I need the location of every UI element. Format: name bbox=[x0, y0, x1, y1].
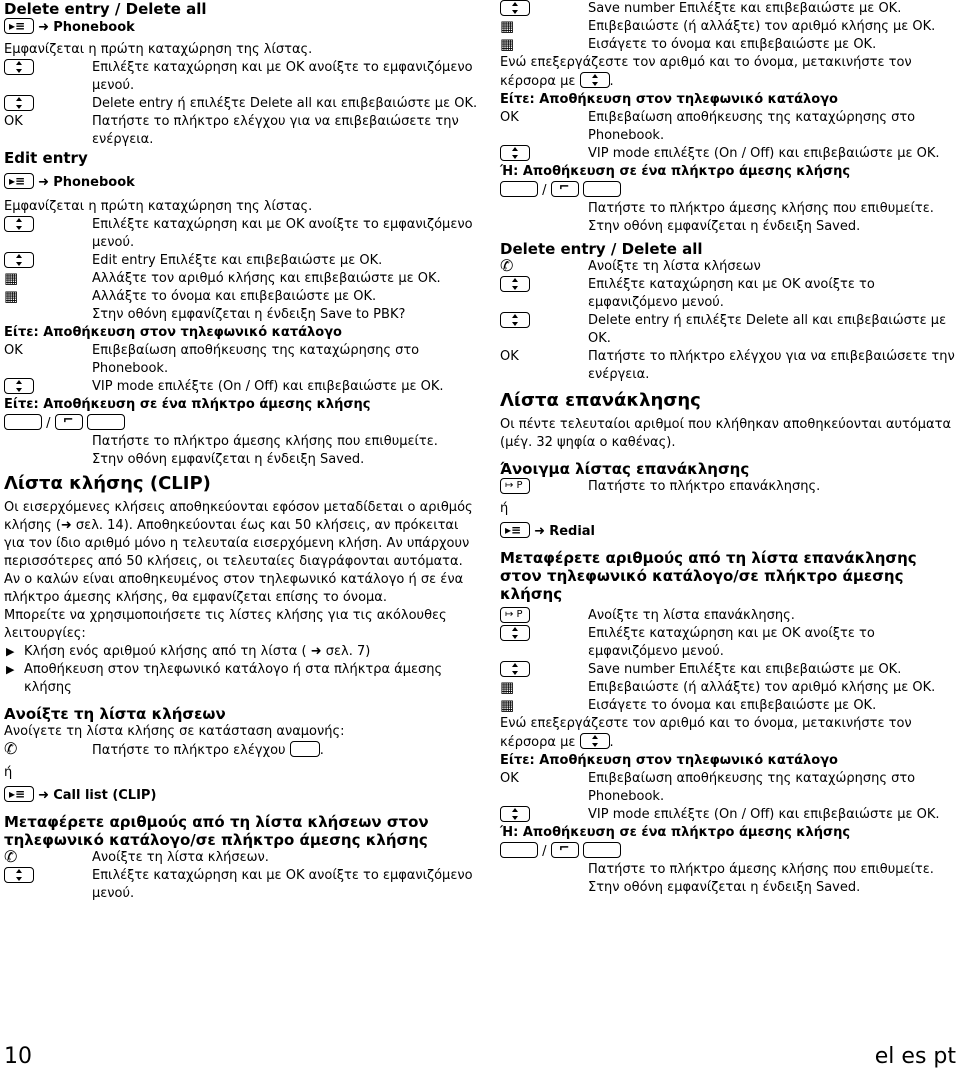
nav-key-icon bbox=[500, 625, 530, 641]
keypad-icon: ▦ bbox=[500, 678, 515, 696]
delete-section-title: Delete entry / Delete all bbox=[4, 0, 207, 18]
nav-key-icon bbox=[500, 145, 530, 161]
open-calllist-step: ✆ Πατήστε το πλήκτρο ελέγχου . bbox=[4, 739, 324, 758]
transfer-step-1: ✆ Ανοίξτε τη λίστα κλήσεων. bbox=[4, 847, 269, 866]
clip-bullet-2: ▶ Αποθήκευση στον τηλεφωνικό κατάλογο ή στα πλήκτρα άμεσης κλήσης bbox=[4, 661, 482, 697]
menu-key-icon bbox=[500, 522, 530, 538]
r-tr-or: Ή: Αποθήκευση σε ένα πλήκτρο άμεσης κλήσης bbox=[500, 825, 851, 840]
nav-key-icon bbox=[500, 276, 530, 292]
function-key-icon bbox=[551, 181, 579, 197]
r-tr-step-3: Save number Επιλέξτε και επιβεβαιώστε με ΟΚ. bbox=[500, 661, 960, 679]
open-calllist-intro: Ανοίγετε τη λίστα κλήσης σε κατάσταση αναμονής: bbox=[4, 724, 345, 739]
clip-paragraph-3: Μπορείτε να χρησιμοποιήσετε τις λίστες κλήσης για τις ακόλουθες λειτουργίες: bbox=[4, 608, 447, 641]
edit-intro: Εμφανίζεται η πρώτη καταχώρηση της λίστας. bbox=[4, 199, 313, 214]
clip-bullet-1: ▶ Κλήση ενός αριθμού κλήσης από τη λίστα ( ➜ σελ. 7) bbox=[4, 643, 482, 661]
delete-intro: Εμφανίζεται η πρώτη καταχώρηση της λίστας. bbox=[4, 42, 313, 57]
nav-key-icon bbox=[4, 216, 34, 232]
r-ok-step: OK Επιβεβαίωση αποθήκευσης της καταχώρησης στο Phonebook. bbox=[500, 110, 916, 143]
r-saved: Στην οθόνη εμφανίζεται η ένδειξη Saved. bbox=[588, 219, 861, 234]
open-redial-title: Άνοιγμα λίστας επανάκλησης bbox=[500, 460, 750, 478]
keypad-icon: ▦ bbox=[500, 696, 515, 714]
talk-icon: ✆ bbox=[500, 256, 514, 275]
nav-key-icon bbox=[4, 867, 34, 883]
edit-ok-step: OK Επιβεβαίωση αποθήκευσης της καταχώρησης στο Phonebook. bbox=[4, 343, 420, 376]
or-label: ή bbox=[4, 765, 13, 780]
direct-keys-row: / ⌐ bbox=[4, 414, 482, 433]
r-press: Πατήστε το πλήκτρο άμεσης κλήσης που επιθυμείτε. bbox=[588, 201, 934, 216]
edit-step-3: ▦ Αλλάξτε τον αριθμό κλήσης και επιβεβαιώστε με ΟΚ. bbox=[4, 269, 441, 287]
menu-key-icon bbox=[4, 173, 34, 189]
edit-vip-step: VIP mode επιλέξτε (On / Off) και επιβεβαιώστε με ΟΚ. bbox=[4, 378, 482, 396]
control-key-icon bbox=[290, 741, 320, 757]
edit-step-5: Στην οθόνη εμφανίζεται η ένδειξη Save to PBK? bbox=[92, 307, 406, 322]
clip-paragraph-2: Αν ο καλών είναι αποθηκευμένος στον τηλεφωνικό κατάλογο ή σε ένα πλήκτρο άμεσης κλήσης, θα εμφανίζεται επίσης το όνομα. bbox=[4, 572, 464, 605]
talk-icon: ✆ bbox=[4, 847, 18, 866]
r-tr-press: Πατήστε το πλήκτρο άμεσης κλήσης που επιθυμείτε. bbox=[588, 862, 934, 877]
transfer-step-2: Επιλέξτε καταχώρηση και με ΟΚ ανοίξτε το εμφανιζόμενο μενού. bbox=[4, 867, 482, 903]
r-tr-step-2: Επιλέξτε καταχώρηση και με ΟΚ ανοίξτε το εμφανιζόμενο μενού. bbox=[500, 625, 960, 661]
r-tr-step-4: ▦ Επιβεβαιώστε (ή αλλάξτε) τον αριθμό κλήσης με ΟΚ. bbox=[500, 678, 936, 696]
keypad-icon: ▦ bbox=[4, 287, 19, 305]
left-column bbox=[4, 0, 482, 903]
r-direct-keys-row: / ⌐ bbox=[500, 181, 960, 200]
r-or: Ή: Αποθήκευση σε ένα πλήκτρο άμεσης κλήσης bbox=[500, 164, 851, 179]
transfer-calllist-title: Μεταφέρετε αριθμούς από τη λίστα κλήσεων στον τηλεφωνικό κατάλογο/σε πλήκτρο άμεσης κλήσης bbox=[4, 813, 429, 849]
r-tr-ok-step: OK Επιβεβαίωση αποθήκευσης της καταχώρησης στο Phonebook. bbox=[500, 771, 916, 804]
open-redial-step: ↦ P Πατήστε το πλήκτρο επανάκλησης. bbox=[500, 478, 960, 496]
nav-key-icon bbox=[580, 733, 610, 749]
r-del-step-1: ✆ Ανοίξτε τη λίστα κλήσεων bbox=[500, 256, 761, 275]
transfer-redial-title: Μεταφέρετε αριθμούς από τη λίστα επανάκλησης στον τηλεφωνικό κατάλογο/σε πλήκτρο άμεσης κλήσης bbox=[500, 549, 917, 603]
keypad-icon: ▦ bbox=[500, 17, 515, 35]
r-either: Είτε: Αποθήκευση στον τηλεφωνικό κατάλογο bbox=[500, 92, 838, 107]
edit-menu-path: ▸≡ ➜ Phonebook bbox=[4, 173, 482, 192]
nav-key-icon bbox=[500, 806, 530, 822]
edit-press: Πατήστε το πλήκτρο άμεσης κλήσης που επιθυμείτε. bbox=[92, 434, 438, 449]
arrow-icon: ➜ bbox=[534, 524, 546, 539]
r-del-step-3: Delete entry ή επιλέξτε Delete all και επιβεβαιώστε με ΟΚ. bbox=[500, 312, 960, 348]
r-vip-step: VIP mode επιλέξτε (On / Off) και επιβεβαιώστε με ΟΚ. bbox=[500, 145, 960, 163]
direct-key-icon bbox=[500, 181, 538, 197]
edit-either: Είτε: Αποθήκευση στον τηλεφωνικό κατάλογο bbox=[4, 325, 342, 340]
keypad-icon: ▦ bbox=[4, 269, 19, 287]
arrow-icon: ➜ bbox=[38, 175, 50, 190]
r-tr-direct-keys-row: / ⌐ bbox=[500, 842, 960, 861]
r-tr-step-1: ↦ P Ανοίξτε τη λίστα επανάκλησης. bbox=[500, 607, 960, 625]
edit-step-4: ▦ Αλλάξτε το όνομα και επιβεβαιώστε με ΟΚ. bbox=[4, 287, 377, 305]
direct-key-icon bbox=[583, 842, 621, 858]
clip-paragraph-1: Οι εισερχόμενες κλήσεις αποθηκεύονται εφόσον μεταδίδεται ο αριθμός κλήσης (➜ σελ. 14). Αποθηκεύονται έως και 50 κλήσεις, αν πρόκειται για τον ίδιο αριθμό μόνο η τελευταία εισερχόμενη κλήση. Αν υπάρχουν περισσότερες από 50 κλήσεις, οι τελευταίες διαγράφονται αυτόματα. bbox=[4, 500, 473, 569]
function-key-icon bbox=[551, 842, 579, 858]
r-tr-saved: Στην οθόνη εμφανίζεται η ένδειξη Saved. bbox=[588, 880, 861, 895]
clip-title: Λίστα κλήσης (CLIP) bbox=[4, 473, 211, 494]
page-number: 10 bbox=[4, 1044, 32, 1069]
redial-menu-path: ▸≡ ➜ Redial bbox=[500, 522, 960, 541]
menu-key-icon bbox=[4, 786, 34, 802]
nav-key-icon bbox=[4, 252, 34, 268]
r-delete-title: Delete entry / Delete all bbox=[500, 240, 703, 258]
arrow-icon: ➜ bbox=[38, 20, 50, 35]
delete-menu-path: ▸≡ ➜ Phonebook bbox=[4, 18, 482, 37]
direct-key-icon bbox=[87, 414, 125, 430]
r-cursor-note: Ενώ επεξεργάζεστε τον αριθμό και το όνομα, μετακινήστε τον κέρσορα με . bbox=[500, 55, 912, 89]
delete-step-2: Delete entry ή επιλέξτε Delete all και επιβεβαιώστε με ΟΚ. bbox=[4, 95, 482, 113]
nav-key-icon bbox=[4, 378, 34, 394]
direct-key-icon bbox=[583, 181, 621, 197]
r-tr-either: Είτε: Αποθήκευση στον τηλεφωνικό κατάλογο bbox=[500, 753, 838, 768]
or-label: ή bbox=[500, 501, 509, 516]
r-step-3: ▦ Εισάγετε το όνομα και επιβεβαιώστε με ΟΚ. bbox=[500, 35, 877, 53]
edit-step-2: Edit entry Επιλέξτε και επιβεβαιώστε με ΟΚ. bbox=[4, 252, 482, 270]
redial-title: Λίστα επανάκλησης bbox=[500, 390, 701, 411]
delete-step-3: OK Πατήστε το πλήκτρο ελέγχου για να επιβεβαιώσετε την ενέργεια. bbox=[4, 114, 459, 147]
r-step-1: Save number Επιλέξτε και επιβεβαιώστε με ΟΚ. bbox=[500, 0, 960, 18]
r-del-step-2: Επιλέξτε καταχώρηση και με ΟΚ ανοίξτε το εμφανιζόμενο μενού. bbox=[500, 276, 960, 312]
r-tr-vip-step: VIP mode επιλέξτε (On / Off) και επιβεβαιώστε με ΟΚ. bbox=[500, 806, 960, 824]
direct-key-icon bbox=[500, 842, 538, 858]
nav-key-icon bbox=[4, 95, 34, 111]
r-step-2: ▦ Επιβεβαιώστε (ή αλλάξτε) τον αριθμό κλήσης με ΟΚ. bbox=[500, 17, 936, 35]
language-codes: el es pt bbox=[874, 1044, 956, 1069]
keypad-icon: ▦ bbox=[500, 35, 515, 53]
nav-key-icon bbox=[4, 59, 34, 75]
redial-paragraph: Οι πέντε τελευταίοι αριθμοί που κλήθηκαν αποθηκεύονται αυτόματα (μέγ. 32 ψηφία ο καθένας). bbox=[500, 417, 952, 450]
nav-key-icon bbox=[500, 312, 530, 328]
nav-key-icon bbox=[500, 661, 530, 677]
talk-icon: ✆ bbox=[4, 739, 18, 758]
edit-section-title: Edit entry bbox=[4, 149, 88, 167]
redial-key-icon bbox=[500, 607, 530, 623]
edit-step-1: Επιλέξτε καταχώρηση και με ΟΚ ανοίξτε το εμφανιζόμενο μενού. bbox=[4, 216, 482, 252]
open-calllist-title: Ανοίξτε τη λίστα κλήσεων bbox=[4, 705, 226, 723]
right-column bbox=[500, 0, 960, 897]
function-key-icon bbox=[55, 414, 83, 430]
r-tr-cursor-note: Ενώ επεξεργάζεστε τον αριθμό και το όνομα, μετακινήστε τον κέρσορα με . bbox=[500, 716, 912, 750]
edit-or: Είτε: Αποθήκευση σε ένα πλήκτρο άμεσης κλήσης bbox=[4, 397, 371, 412]
nav-key-icon bbox=[500, 0, 530, 16]
r-tr-step-5: ▦ Εισάγετε το όνομα και επιβεβαιώστε με ΟΚ. bbox=[500, 696, 877, 714]
delete-step-1: Επιλέξτε καταχώρηση και με ΟΚ ανοίξτε το εμφανιζόμενο μενού. bbox=[4, 59, 482, 95]
arrow-icon: ➜ bbox=[38, 788, 50, 803]
r-del-step-4: OK Πατήστε το πλήκτρο ελέγχου για να επιβεβαιώσετε την ενέργεια. bbox=[500, 349, 955, 382]
nav-key-icon bbox=[580, 72, 610, 88]
calllist-menu-path: ▸≡ ➜ Call list (CLIP) bbox=[4, 786, 482, 805]
menu-key-icon bbox=[4, 18, 34, 34]
redial-key-icon bbox=[500, 478, 530, 494]
edit-saved: Στην οθόνη εμφανίζεται η ένδειξη Saved. bbox=[92, 452, 365, 467]
direct-key-icon bbox=[4, 414, 42, 430]
